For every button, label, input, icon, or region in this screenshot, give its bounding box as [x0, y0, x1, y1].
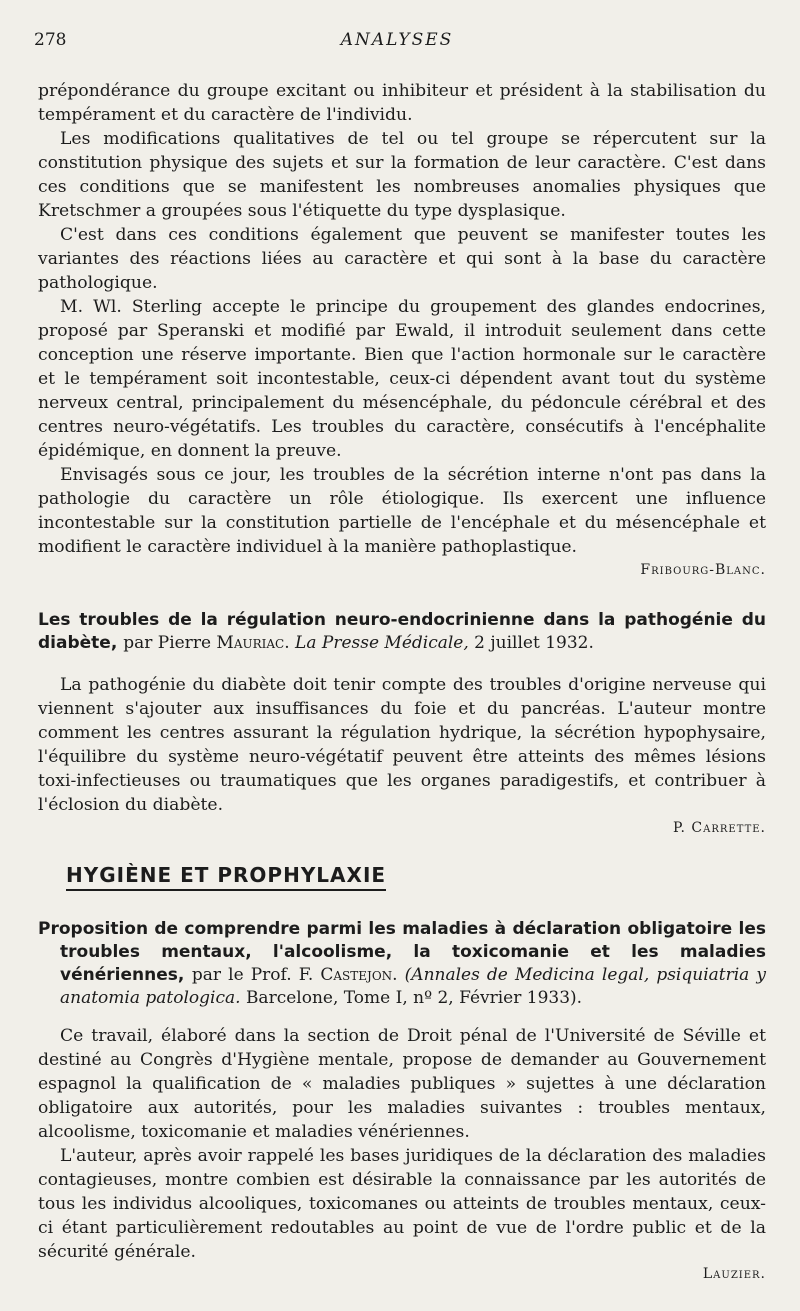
review-title: [38, 609, 766, 655]
paragraph: La pathogénie du diabète doit tenir compte des troubles d'origine nerveuse qui viennent s'ajouter aux insuffisances du foie et du pancréas. L'auteur montre comment les centres assurant la régulation hydrique, la sécrétion hypophysaire, l'équilibre du système neuro-végétatif peuvent être atteints des mêmes lésions toxi-infectieuses ou traumatiques que les organes paradigestifs, et contribuer à l'éclosion du diabète.: [38, 675, 766, 815]
review-3: [38, 918, 766, 1282]
review-2: [38, 609, 766, 836]
paragraph: Les modifications qualitatives de tel ou tel groupe se répercutent sur la constitution physique des sujets et sur la formation de leur caractère. C'est dans ces conditions que se manifestent les nombreuses anomalies physiques que Kretschmer a groupées sous l'étiquette du type dysplasique.: [38, 129, 766, 221]
title-by: par le Prof. F.: [191, 965, 314, 985]
paragraph: prépondérance du groupe excitant ou inhibiteur et président à la stabilisation du tempérament et du caractère de l'individu.: [38, 81, 766, 125]
details: Barcelone, Tome I, nº 2, Février 1933).: [245, 988, 583, 1008]
title-main: Proposition de comprendre parmi les maladies à déclaration obligatoire les troubles mentaux, l'alcoolisme, la toxicomanie et les maladies vénériennes,: [38, 919, 766, 985]
paragraph: M. Wl. Sterling accepte le principe du groupement des glandes endocrines, proposé par Speranski et modifié par Ewald, il introduit seulement dans cette conception une réserve importante. Bien que l'action hormonale sur le caractère et le tempérament soit incontestable, ceux-ci dépendent avant tout du système nerveux central, principalement du mésencéphale, du pédoncule cérébral et des centres neuro-végétatifs. Les troubles du caractère, consécutifs à l'encéphalite épidémique, en donnent la preuve.: [38, 297, 766, 461]
paragraph: C'est dans ces conditions également que peuvent se manifester toutes les variantes des réactions liées au caractère et qui sont à la base du caractère pathologique.: [38, 225, 766, 293]
signature: Fribourg-Blanc.: [640, 562, 766, 578]
section-heading: HYGIÈNE ET PROPHYLAXIE: [66, 863, 386, 891]
paragraph: L'auteur, après avoir rappelé les bases juridiques de la déclaration des maladies contagieuses, montre combien est désirable la connaissance par les autorités de tous les individus alcooliques, toxicomanes ou atteints de troubles mentaux, ceux-ci étant particulièrement redoutables au point de vue de l'ordre public et de la sécurité générale.: [38, 1146, 766, 1262]
page-number: 278: [34, 30, 67, 50]
running-title: ANALYSES: [340, 30, 454, 50]
title-main: Les troubles de la régulation neuro-endocrinienne dans la pathogénie du diabète,: [38, 610, 766, 653]
author: Mauriac.: [216, 633, 290, 653]
journal: (Annales de Medicina legal, psiquiatria y anatomia patologica.: [60, 965, 766, 1008]
title-by: par Pierre: [123, 633, 212, 653]
review-title: [38, 918, 766, 1010]
paragraph: Envisagés sous ce jour, les troubles de la sécrétion interne n'ont pas dans la pathologie du caractère un rôle étiologique. Ils exercent une influence incontestable sur la constitution partielle de l'encéphale et du mésencéphale et modifient le caractère individuel à la manière pathoplastique.: [38, 465, 766, 557]
paragraph: Ce travail, élaboré dans la section de Droit pénal de l'Université de Séville et destiné au Congrès d'Hygiène mentale, propose de demander au Gouvernement espagnol la qualification de « maladies publiques » sujettes à une déclaration obligatoire aux autorités, pour les maladies suivantes : troubles mentaux, alcoolisme, toxicomanie et maladies vénériennes.: [38, 1026, 766, 1142]
signature: Lauzier.: [702, 1266, 766, 1282]
date: 2 juillet 1932.: [474, 633, 594, 653]
journal: La Presse Médicale,: [295, 633, 469, 653]
page-header: [34, 30, 760, 56]
author: Castejon.: [320, 965, 398, 985]
signature: P. Carrette.: [672, 820, 766, 836]
review-1: [38, 79, 766, 578]
